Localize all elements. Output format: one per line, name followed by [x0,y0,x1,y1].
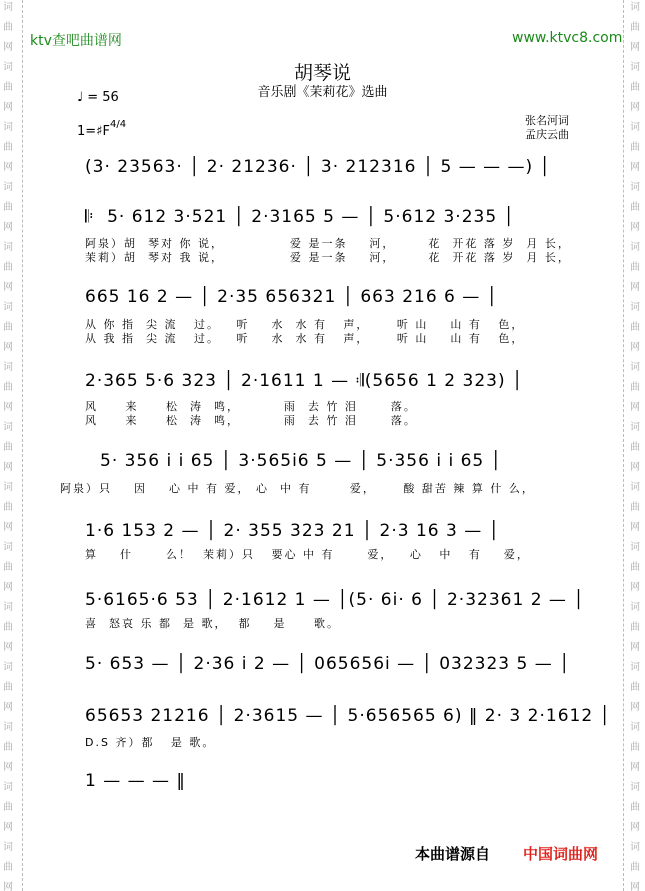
watermark-text: 词曲网 [630,782,640,833]
watermark-text: 词曲网 [630,242,640,293]
lyrics-line: 茉莉）胡 琴对 我 说， 爱 是一条 河， 花 开花 落 岁 月 长， [85,251,571,264]
watermark-text: 词曲网 [3,482,13,533]
right-border [623,0,624,891]
watermark-text: 词曲网 [630,302,640,353]
lyrics-line: 风 来 松 涛 鸣， 雨 去 竹 泪 落。 [85,414,417,427]
watermark-text: 词曲网 [3,242,13,293]
notation-row: 65653 21216 │ 2·3615 — │ 5·656565 6) ‖ 2· 3 2·1612 │ [85,706,611,726]
time-signature: 4/4 [110,119,127,130]
lyrics-line: 阿泉）只 因 心 中 有 爱， 心 中 有 爱， 酸 甜苦 辣 算 什 么， [60,482,535,495]
watermark-text: 词曲网 [630,602,640,653]
lyrics-line: 阿泉）胡 琴对 你 说， 爱 是一条 河， 花 开花 落 岁 月 长， [85,237,571,250]
watermark-text: 词曲网 [630,122,640,173]
notation-row: 5· 653 — │ 2·36 i 2 — │ 065656i — │ 032323 5 — │ [85,654,571,674]
left-border [22,0,23,891]
site-name[interactable]: ktv查吧曲谱网 [30,33,122,49]
watermark-text: 词曲网 [3,662,13,713]
lyrics-line: D.S 齐）都 是 歌。 [85,736,216,749]
notation-row: (3· 23563· │ 2· 21236· │ 3· 212316 │ 5 — — —) │ [85,157,551,177]
watermark-text: 词曲网 [630,182,640,233]
watermark-text: 词曲网 [3,302,13,353]
notation-row: 2·365 5·6 323 │ 2·1611 1 — 𝄇(5656 1 2 323) │ [85,371,524,391]
notation-row: 665 16 2 — │ 2·35 656321 │ 663 216 6 — │ [85,287,498,307]
watermark-text: 词曲网 [630,722,640,773]
song-title: 胡琴说 [293,62,351,84]
watermark-text: 词曲网 [630,662,640,713]
watermark-text: 词曲网 [3,182,13,233]
tempo: ♩ = 56 [77,90,119,105]
watermark-text: 词曲网 [630,842,640,891]
notation-row: 5·6165·6 53 │ 2·1612 1 — │(5· 6i· 6 │ 2·32361 2 — │ [85,590,585,610]
footer-source-label: 本曲谱源自 [415,845,491,863]
lyrics-line: 喜 怒哀 乐 都 是 歌， 都 是 歌。 [85,617,340,630]
footer-source-site[interactable]: 中国词曲网 [523,845,599,863]
watermark-text: 词曲网 [3,62,13,113]
notation-row: 𝄆 5· 612 3·521 │ 2·3165 5 — │ 5·612 3·235 │ [85,207,515,227]
watermark-text: 词曲网 [630,62,640,113]
notation-row: 5· 356 i i 65 │ 3·565i6 5 — │ 5·356 i i 65 │ [100,451,502,471]
watermark-text: 词曲网 [630,482,640,533]
watermark-text: 词曲网 [3,122,13,173]
watermark-text: 词曲网 [3,542,13,593]
watermark-text: 词曲网 [3,422,13,473]
watermark-text: 词曲网 [3,602,13,653]
watermark-text: 词曲网 [630,362,640,413]
lyrics-line: 从 你 指 尖 流 过。 听 水 水 有 声， 听 山 山 有 色， [85,318,525,331]
notation-row: 1·6 153 2 — │ 2· 355 323 21 │ 2·3 16 3 — │ [85,521,500,541]
composer: 孟庆云曲 [525,128,569,141]
watermark-text: 词曲网 [630,422,640,473]
notation-row: 1 — — — ‖ [85,771,186,791]
watermark-text: 词曲网 [3,2,13,53]
watermark-text: 词曲网 [3,362,13,413]
lyrics-line: 算 什 么！ 茉莉）只 要心 中 有 爱， 心 中 有 爱， [85,548,530,561]
lyricist: 张名河词 [525,114,569,127]
watermark-text: 词曲网 [630,2,640,53]
lyrics-line: 风 来 松 涛 鸣， 雨 去 竹 泪 落。 [85,400,417,413]
watermark-text: 词曲网 [3,842,13,891]
site-url[interactable]: www.ktvc8.com [512,30,623,46]
watermark-text: 词曲网 [630,542,640,593]
song-subtitle: 音乐剧《茉莉花》选曲 [257,85,388,100]
key-signature: 1=♯F [77,124,110,139]
watermark-text: 词曲网 [3,722,13,773]
watermark-text: 词曲网 [3,782,13,833]
lyrics-line: 从 我 指 尖 流 过。 听 水 水 有 声， 听 山 山 有 色， [85,332,525,345]
